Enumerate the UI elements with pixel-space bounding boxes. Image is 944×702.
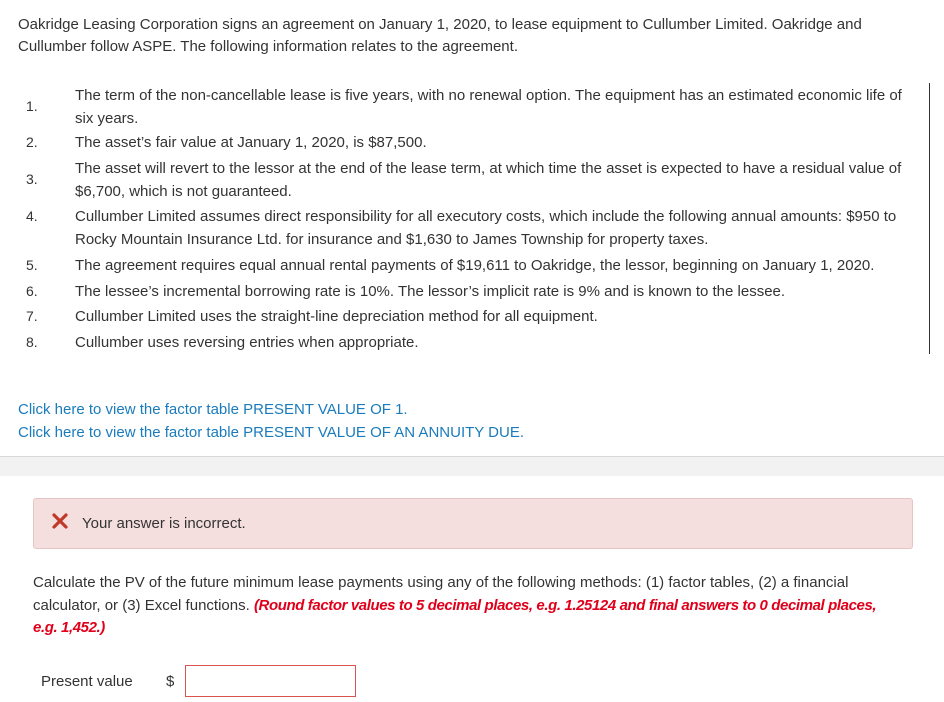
list-item-number: 5. (26, 257, 38, 273)
alert-message: Your answer is incorrect. (82, 515, 246, 532)
list-item-number: 1. (26, 98, 38, 114)
incorrect-answer-alert (33, 498, 913, 549)
present-value-label: Present value (41, 673, 133, 690)
x-mark-icon (51, 512, 69, 530)
question-body: Calculate the PV of the future minimum lease payments using any of the following methods: (1) factor tables, (2) a financial calculator, or (3) Excel functions. (33, 574, 849, 614)
present-value-input[interactable] (185, 665, 356, 697)
list-item-text: Cullumber uses reversing entries when appropriate. (75, 334, 419, 351)
list-item-text: Cullumber Limited assumes direct responsibility for all executory costs, which include the following annual amounts: $950 to Rocky Mountain Insurance Ltd. for insurance and $1,630 to James Township for property taxes. (75, 208, 897, 248)
list-item-number: 2. (26, 134, 38, 150)
list-item-number: 8. (26, 334, 38, 350)
pv-annuity-due-table-link[interactable]: Click here to view the factor table PRESENT VALUE OF AN ANNUITY DUE. (18, 424, 525, 441)
list-item-text: The term of the non-cancellable lease is five years, with no renewal option. The equipment has an estimated economic life of six years. (75, 87, 902, 127)
problem-intro: Oakridge Leasing Corporation signs an agreement on January 1, 2020, to lease equipment to Cullumber Limited. Oakridge and Cullumber follow ASPE. The following information relates to the agreement. (18, 16, 862, 55)
rounding-hint: (Round factor values to 5 decimal places, e.g. 1.25124 and final answers to 0 decimal places, e.g. 1,452.) (33, 596, 877, 636)
list-item-text: The agreement requires equal annual rental payments of $19,611 to Oakridge, the lessor, beginning on January 1, 2020. (75, 257, 875, 274)
list-item-number: 3. (26, 171, 38, 187)
currency-symbol: $ (166, 673, 175, 690)
list-item-number: 4. (26, 208, 38, 224)
list-item-number: 7. (26, 308, 38, 324)
list-border (929, 83, 930, 354)
list-item-text: Cullumber Limited uses the straight-line depreciation method for all equipment. (75, 308, 598, 325)
list-item-text: The asset’s fair value at January 1, 2020, is $87,500. (75, 134, 427, 151)
question-text (33, 572, 901, 640)
pv-of-1-table-link[interactable]: Click here to view the factor table PRESENT VALUE OF 1. (18, 401, 408, 418)
list-item-text: The asset will revert to the lessor at the end of the lease term, at which time the asset is expected to have a residual value of $6,700, which is not guaranteed. (75, 160, 902, 200)
list-item-text: The lessee’s incremental borrowing rate is 10%. The lessor’s implicit rate is 9% and is known to the lessee. (75, 283, 786, 300)
list-item-number: 6. (26, 283, 38, 299)
